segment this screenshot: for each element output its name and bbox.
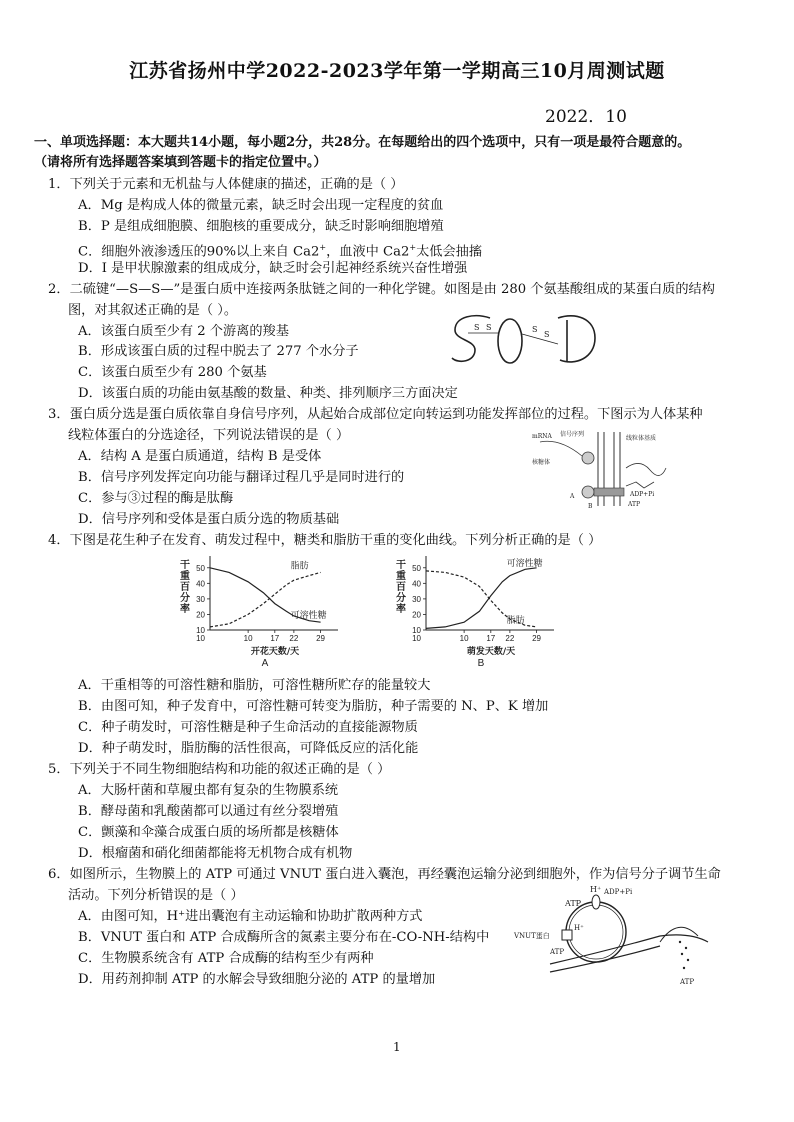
chart-b-y-tick-label-4: 50 [412,563,421,573]
chart-a-xlabel: 开花天数/天 [250,647,300,657]
q5-option-b: B．酵母菌和乳酸菌都可以通过有丝分裂增殖 [78,804,339,819]
chart-b-series-0-label: 可溶性糖 [506,559,543,569]
chart-b-ylabel-char-2: 百 [396,582,406,593]
q5-stem: 5．下列关于不同生物细胞结构和功能的叙述正确的是（ ） [48,762,391,777]
q4-option-a: A．干重相等的可溶性糖和脂肪，可溶性糖所贮存的能量较大 [78,678,431,693]
q2-option-c: C．该蛋白质至少有 280 个氨基 [78,365,267,380]
chart-a-ylabel-char-4: 率 [180,604,190,615]
fig6-atp-label-left: ATP [550,948,565,956]
chart-a-y-tick-label-1: 20 [196,610,205,620]
fig-s-label-2: S [486,323,492,332]
q2-option-a: A．该蛋白质至少有 2 个游离的羧基 [78,324,289,339]
q6-option-d: D．用药剂抑制 ATP 的水解会导致细胞分泌的 ATP 的量增加 [78,972,436,987]
chart-b-x-tick-label-2: 22 [505,634,515,643]
q5-option-d: D．根瘤菌和硝化细菌都能将无机物合成有机物 [78,846,353,861]
chart-a-ylabel-char-2: 百 [180,582,190,593]
q4-option-c: C．种子萌发时，可溶性糖是种子生命活动的直接能源物质 [78,720,418,735]
protein-sorting-figure [530,428,670,510]
chart-a [172,552,352,668]
q5-option-a: A．大肠杆菌和草履虫都有复杂的生物膜系统 [78,783,339,798]
q3-stem-2: 线粒体蛋白的分选途径，下列说法错误的是（ ） [68,428,350,443]
fig6-atp-label-top: ATP [565,899,582,908]
q4-option-d: D．种子萌发时，脂肪酶的活性很高，可降低反应的活化能 [78,741,419,756]
q3-option-b: B．信号序列发挥定向功能与翻译过程几乎是同时进行的 [78,470,405,485]
q1-c-part2: ，血液中 Ca2 [326,244,410,260]
exam-date: 2022．10 [545,107,627,127]
page-title: 江苏省扬州中学2022-2023学年第一学期高三10月周测试题 [129,60,665,82]
chart-a-ylabel-char-1: 重 [180,571,190,582]
chart-b-x-tick-label-3: 29 [532,634,542,643]
q1-option-a: A．Mg 是构成人体的微量元素，缺乏时会出现一定程度的贫血 [78,198,444,213]
chart-a-x-tick-label-2: 22 [289,634,299,643]
q4-option-b: B．由图可知，种子发育中，可溶性糖可转变为脂肪，种子需要的 N、P、K 增加 [78,699,549,714]
q1-option-d: D．I 是甲状腺激素的组成成分，缺乏时会引起神经系统兴奋性增强 [78,261,468,276]
chart-b-ylabel-char-0: 干 [396,560,406,571]
fig-s-label-1: S [474,323,480,332]
chart-b-y-tick-label-2: 30 [412,594,421,604]
chart-a-series-0-label: 脂肪 [290,561,309,572]
fig-s-label-3: S [532,325,538,334]
chart-a-origin-label: 10 [196,634,205,643]
fig-s-label-4: S [544,330,550,339]
chart-b-x-tick-label-1: 17 [486,634,496,643]
q6-stem-1: 6．如图所示，生物膜上的 ATP 可通过 VNUT 蛋白进入囊泡，再经囊泡运输分泌到细胞外，作为信号分子调节生命 [48,867,721,882]
chart-a-title: A [261,658,269,668]
fig-label-signal: 信号序列 [560,431,585,438]
chart-b-ylabel-char-4: 率 [396,604,406,615]
q2-stem-2: 图，对其叙述正确的是（ ）。 [68,303,238,318]
fig6-adp-label: ADP+Pi [604,888,633,896]
q2-option-d: D．该蛋白质的功能由氨基酸的数量、种类、排列顺序三方面决定 [78,386,458,401]
chart-b-origin-label: 10 [412,634,421,643]
fig6-h-label: H⁺ [590,886,602,894]
fig-label-a: A [570,493,575,500]
chart-b-y-tick-label-1: 20 [412,610,421,620]
chart-a-x-tick-label-1: 17 [270,634,280,643]
q1-c-part3: 太低会抽搐 [416,244,483,260]
protein-structure-figure [450,308,600,370]
chart-b-series-1-label: 脂肪 [506,615,525,626]
q1-c-part1: C．细胞外液渗透压的90%以上来自 Ca2 [78,244,320,260]
q1-c-sup2: + [409,243,417,252]
q3-option-a: A．结构 A 是蛋白质通道，结构 B 是受体 [78,449,322,464]
fig6-atp-label-out: ATP [680,978,695,986]
fig-label-atp: ATP [628,501,641,508]
chart-a-series-1-label: 可溶性糖 [290,611,327,622]
fig-label-adp: ADP+Pi [630,491,655,498]
q2-stem-1: 2．二硫键“—S—S—”是蛋白质中连接两条肽链之间的一种化学键。如图是由 280 个氨基酸组成的某蛋白质的结构 [48,282,715,297]
q6-option-c: C．生物膜系统含有 ATP 合成酶的结构至少有两种 [78,951,374,966]
chart-a-ylabel-char-3: 分 [180,593,190,604]
page-number: 1 [393,1040,401,1054]
section-instructions: 一、单项选择题：本大题共14小题，每小题2分，共28分。在每题给出的四个选项中，只有一项是最符合题意的。 [34,135,691,150]
fig-label-matrix: 线粒体基质 [626,435,657,442]
q6-stem-2: 活动。下列分析错误的是（ ） [68,888,244,903]
q3-option-c: C．参与③过程的酶是肽酶 [78,491,234,506]
q3-stem-1: 3．蛋白质分选是蛋白质依靠自身信号序列，从起始合成部位定向转运到功能发挥部位的过程。下图示为人体某种 [48,407,703,422]
chart-a-x-tick-label-3: 29 [316,634,326,643]
chart-b-xlabel: 萌发天数/天 [466,647,516,657]
chart-b-x-tick-label-0: 10 [459,634,469,643]
q4-stem: 4．下图是花生种子在发育、萌发过程中，糖类和脂肪干重的变化曲线。下列分析正确的是（ ） [48,533,602,548]
section-note: （请将所有选择题答案填到答题卡的指定位置中。） [34,155,327,170]
chart-a-ylabel-char-0: 干 [180,560,190,571]
fig-label-mrna: mRNA [532,433,552,440]
chart-a-y-tick-label-0: 10 [196,626,205,635]
q1-stem: 1．下列关于元素和无机盐与人体健康的描述，正确的是（ ） [48,177,404,192]
fig-label-b: B [588,503,593,510]
q1-option-b: B．P 是组成细胞膜、细胞核的重要成分，缺乏时影响细胞增殖 [78,219,444,234]
q6-option-b: B．VNUT 蛋白和 ATP 合成酶所含的氮素主要分布在-CO-NH-结构中 [78,930,490,945]
chart-b-ylabel-char-3: 分 [396,593,406,604]
chart-a-y-tick-label-2: 30 [196,594,205,604]
chart-a-x-tick-label-0: 10 [243,634,253,643]
q2-option-b: B．形成该蛋白质的过程中脱去了 277 个水分子 [78,344,359,359]
chart-b-y-tick-label-0: 10 [412,626,421,635]
chart-a-y-tick-label-4: 50 [196,563,205,573]
chart-b-ylabel-char-1: 重 [396,571,406,582]
q5-option-c: C．颤藻和伞藻合成蛋白质的场所都是核糖体 [78,825,339,840]
chart-b [388,552,568,668]
chart-b-title: B [477,658,485,668]
fig-label-ribosome: 核糖体 [532,459,551,466]
q1-c-sup1: + [319,243,327,252]
chart-b-y-tick-label-3: 40 [412,579,421,589]
fig6-vnut-label: VNUT蛋白 [514,932,550,940]
q6-option-a: A．由图可知，H⁺进出囊泡有主动运输和协助扩散两种方式 [78,909,423,924]
q3-option-d: D．信号序列和受体是蛋白质分选的物质基础 [78,512,340,527]
vnut-vesicle-figure [510,886,710,986]
chart-a-y-tick-label-3: 40 [196,579,205,589]
fig6-h-label-2: H⁺ [574,924,584,932]
